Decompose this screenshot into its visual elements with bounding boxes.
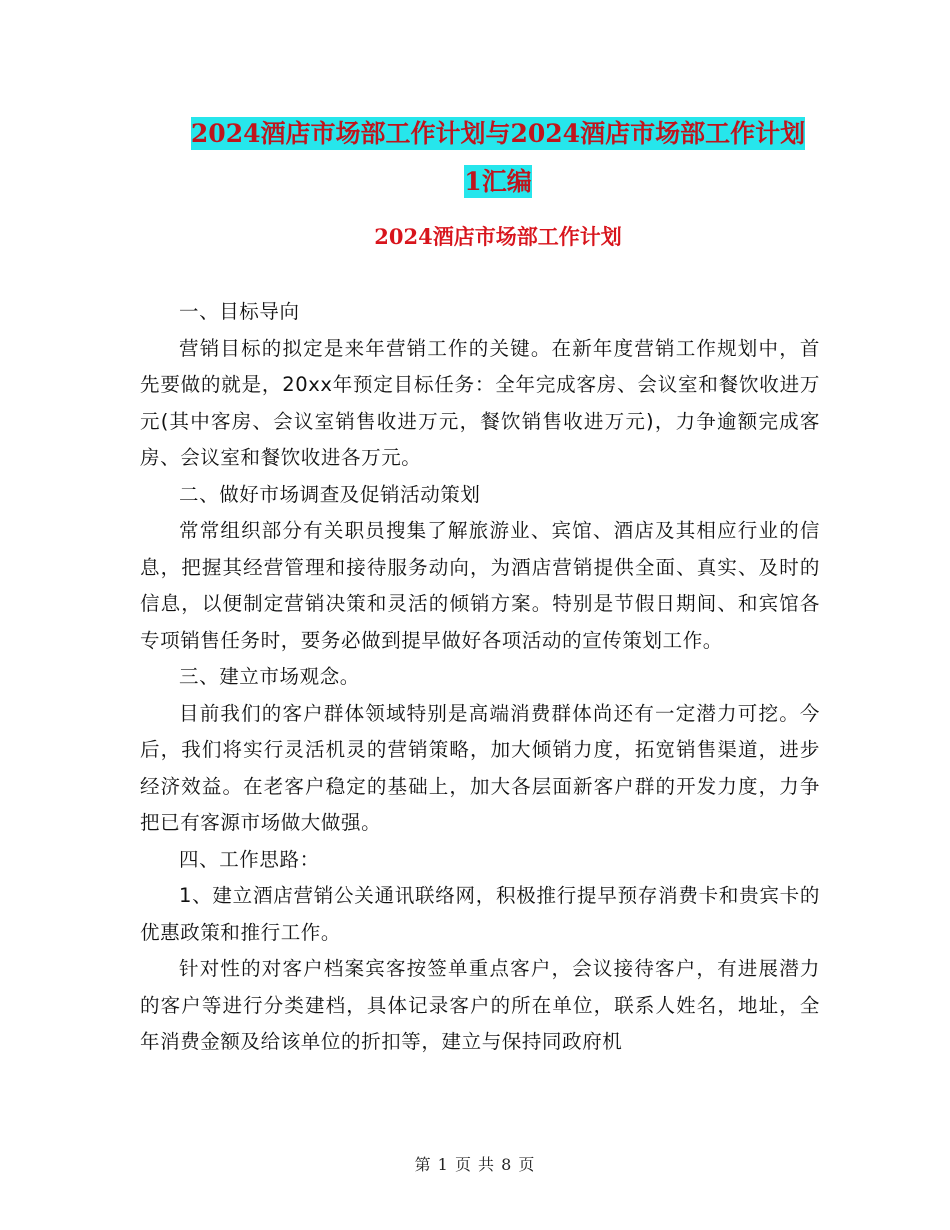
paragraph: 针对性的对客户档案宾客按签单重点客户，会议接待客户，有进展潜力的客户等进行分类建档，具体记录客户的所在单位，联系人姓名，地址，全年消费金额及给该单位的折扣等，建立与保持同政府机 xyxy=(140,957,820,1053)
document-title-line1: 2024酒店市场部工作计划与2024酒店市场部工作计划 xyxy=(190,119,806,148)
paragraph: 目前我们的客户群体领域特别是高端消费群体尚还有一定潜力可挖。今后，我们将实行灵活机灵的营销策略，加大倾销力度，拓宽销售渠道，进步经济效益。在老客户稳定的基础上，加大各层面新客户群的开发力度，力争把已有客源市场做大做强。 xyxy=(140,701,820,834)
heading-market-concept: 三、建立市场观念。 xyxy=(179,665,360,688)
document-title xyxy=(140,110,856,206)
document-title-line2: 1汇编 xyxy=(464,167,532,196)
heading-goal-orientation: 一、目标导向 xyxy=(179,300,300,323)
page-footer: 第 1 页 共 8 页 xyxy=(414,1155,536,1174)
heading-work-ideas: 四、工作思路： xyxy=(179,847,320,871)
document-body xyxy=(140,294,820,1061)
section-title: 2024酒店市场部工作计划 xyxy=(374,224,622,249)
paragraph: 1、建立酒店营销公关通讯联络网，积极推行提早预存消费卡和贵宾卡的优惠政策和推行工作。 xyxy=(140,884,820,944)
heading-market-research: 二、做好市场调查及促销活动策划 xyxy=(179,482,481,506)
paragraph: 营销目标的拟定是来年营销工作的关键。在新年度营销工作规划中，首先要做的就是，20xx年预定目标任务：全年完成客房、会议室和餐饮收进万元(其中客房、会议室销售收进万元，餐饮销售收进万元)，力争逾额完成客房、会议室和餐饮收进各万元。 xyxy=(140,336,820,469)
paragraph: 常常组织部分有关职员搜集了解旅游业、宾馆、酒店及其相应行业的信息，把握其经营管理和接待服务动向，为酒店营销提供全面、真实、及时的信息，以便制定营销决策和灵活的倾销方案。特别是节假日期间、和宾馆各专项销售任务时，要务必做到提早做好各项活动的宣传策划工作。 xyxy=(140,519,820,652)
